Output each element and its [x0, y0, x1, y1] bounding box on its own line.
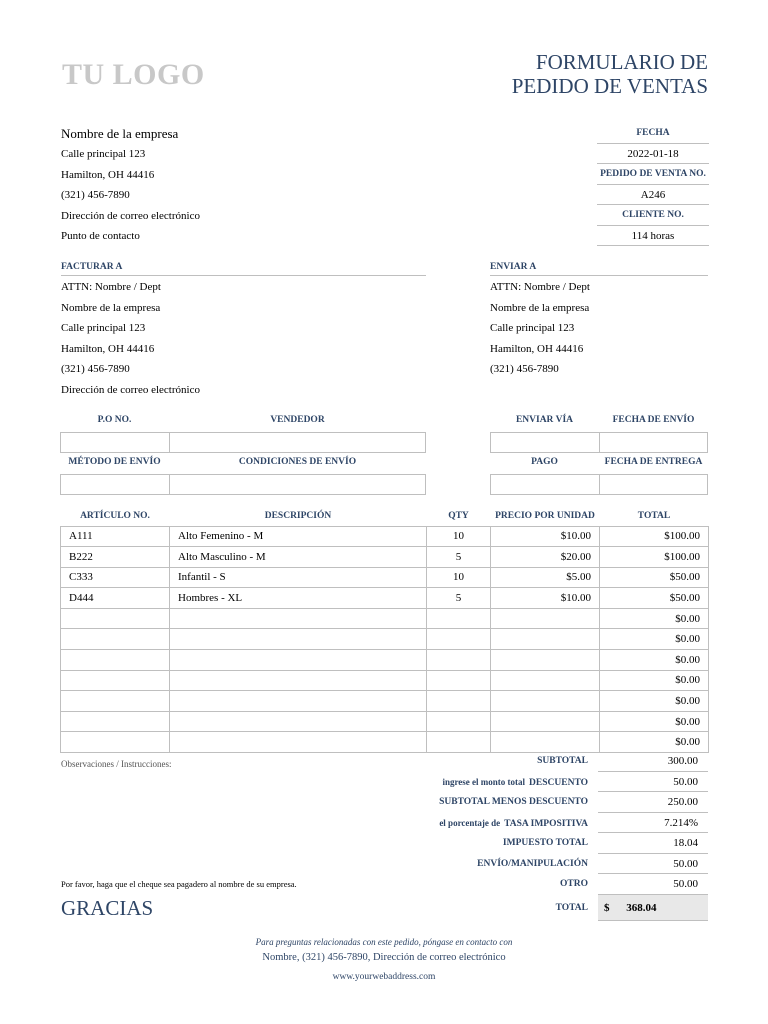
total-cell: $0.00: [600, 732, 709, 753]
discount-label: DESCUENTO: [529, 777, 588, 788]
col-header-item-no: ARTÍCULO NO.: [80, 510, 150, 521]
bill-to-phone: (321) 456-7890: [61, 363, 130, 375]
shipping-value[interactable]: 50.00: [598, 854, 708, 875]
seller-phone: (321) 456-7890: [61, 189, 130, 201]
description-cell[interactable]: Alto Masculino - M: [170, 547, 427, 568]
ship-to-label: ENVIAR A: [490, 258, 708, 276]
table-row: [61, 608, 709, 629]
item-no-cell[interactable]: A111: [61, 526, 170, 547]
description-cell[interactable]: Infantil - S: [170, 567, 427, 588]
description-cell[interactable]: [170, 732, 427, 753]
bill-to-company: Nombre de la empresa: [61, 301, 161, 314]
table-row: [61, 711, 709, 732]
title-line-1: FORMULARIO DE: [535, 50, 708, 74]
company-logo: TU LOGO: [62, 58, 205, 91]
qty-cell[interactable]: [427, 629, 491, 650]
description-cell[interactable]: [170, 608, 427, 629]
unit-price-cell[interactable]: [491, 670, 600, 691]
qty-cell[interactable]: [427, 691, 491, 712]
bill-to-attn: ATTN: Nombre / Dept: [61, 281, 161, 293]
ship-date-label: FECHA DE ENVÍO: [612, 415, 695, 425]
table-row: [61, 629, 709, 650]
order-no-label: PEDIDO DE VENTA NO.: [597, 164, 709, 185]
seller-field[interactable]: [169, 432, 426, 453]
table-row: [61, 670, 709, 691]
unit-price-cell[interactable]: [491, 691, 600, 712]
check-note: Por favor, haga que el cheque sea pagadero al nombre de su empresa.: [61, 879, 297, 889]
footer-contact-details: Nombre, (321) 456-7890, Dirección de correo electrónico: [262, 952, 506, 963]
seller-city: Hamilton, OH 44416: [61, 168, 155, 181]
seller-street: Calle principal 123: [61, 148, 146, 160]
client-no-label: CLIENTE NO.: [597, 205, 709, 226]
tax-rate-label: TASA IMPOSITIVA: [504, 818, 588, 829]
ship-via-field[interactable]: [490, 432, 600, 453]
unit-price-cell[interactable]: [491, 711, 600, 732]
delivery-date-label: FECHA DE ENTREGA: [604, 457, 703, 467]
description-cell[interactable]: [170, 711, 427, 732]
table-row: [61, 691, 709, 712]
description-cell[interactable]: [170, 670, 427, 691]
ship-to-attn: ATTN: Nombre / Dept: [490, 281, 590, 293]
other-value[interactable]: 50.00: [598, 874, 708, 895]
total-currency: $: [604, 902, 610, 914]
shipping-label: ENVÍO/MANIPULACIÓN: [477, 858, 588, 869]
description-cell[interactable]: Hombres - XL: [170, 588, 427, 609]
discount-row: [380, 772, 708, 793]
col-header-unit-price: PRECIO POR UNIDAD: [495, 510, 595, 521]
item-no-cell[interactable]: [61, 670, 170, 691]
item-no-cell[interactable]: C333: [61, 567, 170, 588]
po-no-label: P.O NO.: [97, 415, 132, 425]
payment-label: PAGO: [531, 457, 558, 467]
table-row: [61, 526, 709, 547]
unit-price-cell[interactable]: [491, 608, 600, 629]
qty-cell[interactable]: 5: [427, 588, 491, 609]
col-header-description: DESCRIPCIÓN: [264, 510, 332, 521]
items-table: [60, 506, 709, 753]
description-cell[interactable]: [170, 629, 427, 650]
unit-price-cell[interactable]: [491, 629, 600, 650]
qty-cell[interactable]: [427, 608, 491, 629]
total-cell: $0.00: [600, 711, 709, 732]
ship-to-street: Calle principal 123: [490, 322, 575, 334]
total-cell: $50.00: [600, 588, 709, 609]
qty-cell[interactable]: [427, 650, 491, 671]
qty-cell[interactable]: [427, 670, 491, 691]
subtotal-less-discount-row: [380, 792, 708, 813]
seller-label: VENDEDOR: [270, 415, 325, 425]
document-title: [512, 50, 708, 98]
po-no-field[interactable]: [60, 432, 170, 453]
payment-field[interactable]: [490, 474, 600, 495]
subtotal-less-discount-label: SUBTOTAL MENOS DESCUENTO: [439, 797, 588, 807]
item-no-cell[interactable]: [61, 650, 170, 671]
bill-to-email: Dirección de correo electrónico: [61, 383, 200, 396]
total-cell: $0.00: [600, 670, 709, 691]
title-line-2: PEDIDO DE VENTAS: [511, 74, 708, 98]
discount-value[interactable]: 50.00: [598, 772, 708, 793]
total-cell: $0.00: [600, 650, 709, 671]
unit-price-cell[interactable]: $20.00: [491, 547, 600, 568]
col-header-qty: QTY: [448, 510, 469, 521]
table-row: [61, 567, 709, 588]
table-row: [61, 588, 709, 609]
bill-to-city: Hamilton, OH 44416: [61, 342, 155, 355]
item-no-cell[interactable]: [61, 711, 170, 732]
subtotal-less-discount-value: 250.00: [598, 792, 708, 813]
total-cell: $0.00: [600, 608, 709, 629]
date-value[interactable]: 2022-01-18: [597, 144, 709, 165]
unit-price-cell[interactable]: $5.00: [491, 567, 600, 588]
table-row: [61, 650, 709, 671]
seller-email: Dirección de correo electrónico: [61, 209, 200, 222]
table-row: [61, 547, 709, 568]
total-cell: $50.00: [600, 567, 709, 588]
tax-total-row: [380, 833, 708, 854]
ship-terms-field[interactable]: [169, 474, 426, 495]
unit-price-cell[interactable]: [491, 732, 600, 753]
seller-address-block: [61, 144, 200, 247]
seller-contact: Punto de contacto: [61, 230, 140, 242]
item-no-cell[interactable]: [61, 691, 170, 712]
tax-rate-value[interactable]: 7.214%: [598, 813, 708, 834]
qty-cell[interactable]: [427, 732, 491, 753]
item-no-cell[interactable]: [61, 629, 170, 650]
item-no-cell[interactable]: [61, 608, 170, 629]
description-cell[interactable]: [170, 691, 427, 712]
other-label: OTRO: [560, 879, 588, 889]
footer-contact-intro: Para preguntas relacionadas con este pedido, póngase en contacto con: [255, 937, 513, 947]
tax-rate-hint: el porcentaje de: [439, 817, 501, 828]
tax-total-label: IMPUESTO TOTAL: [502, 838, 588, 848]
total-cell: $100.00: [600, 526, 709, 547]
unit-price-cell[interactable]: [491, 650, 600, 671]
ship-method-label: MÉTODO DE ENVÍO: [68, 457, 161, 467]
tax-rate-row: [380, 813, 708, 834]
footer-website[interactable]: www.yourwebaddress.com: [332, 972, 436, 982]
qty-cell[interactable]: 10: [427, 567, 491, 588]
col-header-total: TOTAL: [637, 510, 671, 521]
order-no-value[interactable]: A246: [597, 185, 709, 206]
total-cell: $0.00: [600, 629, 709, 650]
qty-cell[interactable]: [427, 711, 491, 732]
client-no-value[interactable]: 114 horas: [597, 226, 709, 247]
qty-cell[interactable]: 10: [427, 526, 491, 547]
items-header-row: [61, 506, 709, 526]
bill-to-section: [61, 258, 426, 400]
other-row: [380, 874, 708, 895]
order-meta-box: [597, 123, 709, 246]
date-label: FECHA: [597, 123, 709, 144]
ship-date-field[interactable]: [599, 432, 708, 453]
ship-terms-label: CONDICIONES DE ENVÍO: [238, 457, 357, 467]
delivery-date-field[interactable]: [599, 474, 708, 495]
ship-via-label: ENVIAR VÍA: [515, 415, 574, 425]
ship-to-section: [490, 258, 708, 380]
total-value-box: [598, 895, 708, 921]
item-no-cell[interactable]: D444: [61, 588, 170, 609]
notes-label: Observaciones / Instrucciones:: [61, 759, 172, 769]
ship-to-company: Nombre de la empresa: [490, 301, 590, 314]
bill-to-street: Calle principal 123: [61, 322, 146, 334]
total-value: 368.04: [626, 902, 657, 914]
subtotal-row: [380, 751, 708, 772]
total-row: [380, 895, 708, 921]
ship-to-phone: (321) 456-7890: [490, 363, 559, 375]
ship-method-field[interactable]: [60, 474, 170, 495]
item-no-cell[interactable]: B222: [61, 547, 170, 568]
total-cell: $100.00: [600, 547, 709, 568]
item-no-cell[interactable]: [61, 732, 170, 753]
qty-cell[interactable]: 5: [427, 547, 491, 568]
description-cell[interactable]: Alto Femenino - M: [170, 526, 427, 547]
total-label: TOTAL: [555, 903, 588, 913]
description-cell[interactable]: [170, 650, 427, 671]
shipping-row: [380, 854, 708, 875]
unit-price-cell[interactable]: $10.00: [491, 526, 600, 547]
discount-hint: ingrese el monto total: [442, 776, 526, 787]
total-cell: $0.00: [600, 691, 709, 712]
subtotal-value: 300.00: [598, 751, 708, 772]
seller-company-name: Nombre de la empresa: [61, 126, 179, 141]
subtotal-label: SUBTOTAL: [537, 756, 588, 766]
unit-price-cell[interactable]: $10.00: [491, 588, 600, 609]
bill-to-label: FACTURAR A: [61, 258, 426, 276]
thanks-text: GRACIAS: [61, 896, 154, 920]
ship-to-city: Hamilton, OH 44416: [490, 342, 584, 355]
tax-total-value: 18.04: [598, 833, 708, 854]
table-row: [61, 732, 709, 753]
